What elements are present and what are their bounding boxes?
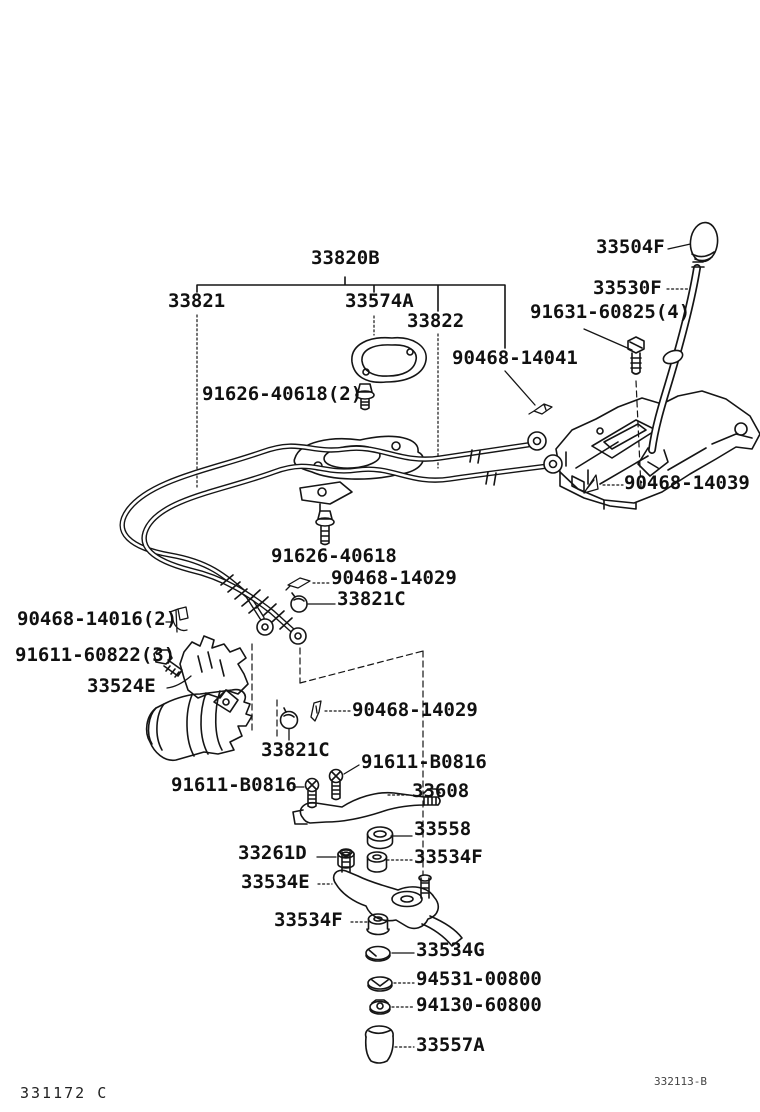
clip-icon-90468-14029-lower	[311, 701, 321, 721]
part-label-33557a: 33557A	[416, 1034, 485, 1056]
part-label-90468-14029-lower: 90468-14029	[352, 699, 478, 721]
part-label-33261d: 33261D	[238, 842, 307, 864]
part-label-94130-60800: 94130-60800	[416, 994, 542, 1016]
part-label-33822: 33822	[407, 310, 465, 332]
part-label-33608: 33608	[412, 780, 470, 802]
part-label-91626-40618: 91626-40618	[271, 545, 397, 567]
bolt-icon-91611-b0816-right	[330, 770, 343, 800]
bolt-icon-91631	[628, 337, 644, 374]
part-label-91611-b0816-left: 91611-B0816	[171, 774, 297, 796]
grommet-icon-33821c-lower	[281, 708, 298, 729]
part-label-91631-60825: 91631-60825(4)	[530, 301, 691, 323]
part-label-33558: 33558	[414, 818, 472, 840]
clip-icon-90468-14039	[584, 475, 598, 493]
washer-icon-94531	[368, 977, 392, 991]
part-label-91611-60822: 91611-60822(3)	[15, 644, 176, 666]
part-label-33821c-upper: 33821C	[337, 588, 406, 610]
cup-icon-33557a	[366, 1026, 394, 1063]
bushing-icon-33534f-upper	[368, 852, 387, 872]
grommet-icon-33821c-upper	[291, 593, 307, 612]
driveshaft-art	[147, 690, 252, 761]
part-label-90468-14029-upper: 90468-14029	[331, 567, 457, 589]
cap-icon-33558	[368, 827, 393, 849]
part-label-33524e: 33524E	[87, 675, 156, 697]
part-label-94531-00800: 94531-00800	[416, 968, 542, 990]
part-label-90468-14041: 90468-14041	[452, 347, 578, 369]
shift-knob-art	[689, 221, 720, 263]
part-label-33534f-upper: 33534F	[414, 846, 483, 868]
part-label-33504f: 33504F	[596, 236, 665, 258]
part-label-91611-b0816-right: 91611-B0816	[361, 751, 487, 773]
nut-icon-94130	[370, 1000, 390, 1014]
bolt-icon-91611-b0816-left	[306, 779, 319, 808]
part-label-33820b: 33820B	[311, 247, 380, 269]
part-label-33821c-lower: 33821C	[261, 739, 330, 761]
washer-icon-33534g	[366, 947, 390, 962]
part-label-90468-14039: 90468-14039	[624, 472, 750, 494]
part-label-33821: 33821	[168, 290, 226, 312]
part-label-33574a: 33574A	[345, 290, 414, 312]
clip-icon-90468-14041	[529, 404, 552, 414]
figure-code-right: 332113-B	[654, 1075, 707, 1088]
clip-icon-90468-14029-upper	[286, 578, 310, 590]
bolt-icon-91626-mid	[316, 511, 334, 545]
part-label-33534f-lower: 33534F	[274, 909, 343, 931]
part-label-33534e: 33534E	[241, 871, 310, 893]
part-label-91626-40618-2: 91626-40618(2)	[202, 383, 363, 405]
part-label-33534g: 33534G	[416, 939, 485, 961]
bushing-icon-33534f-lower	[367, 914, 389, 935]
part-label-33530f: 33530F	[593, 277, 662, 299]
part-label-90468-14016: 90468-14016(2)	[17, 608, 178, 630]
boot-retainer-art	[352, 338, 426, 383]
figure-code-left: 331172 C	[20, 1084, 109, 1102]
